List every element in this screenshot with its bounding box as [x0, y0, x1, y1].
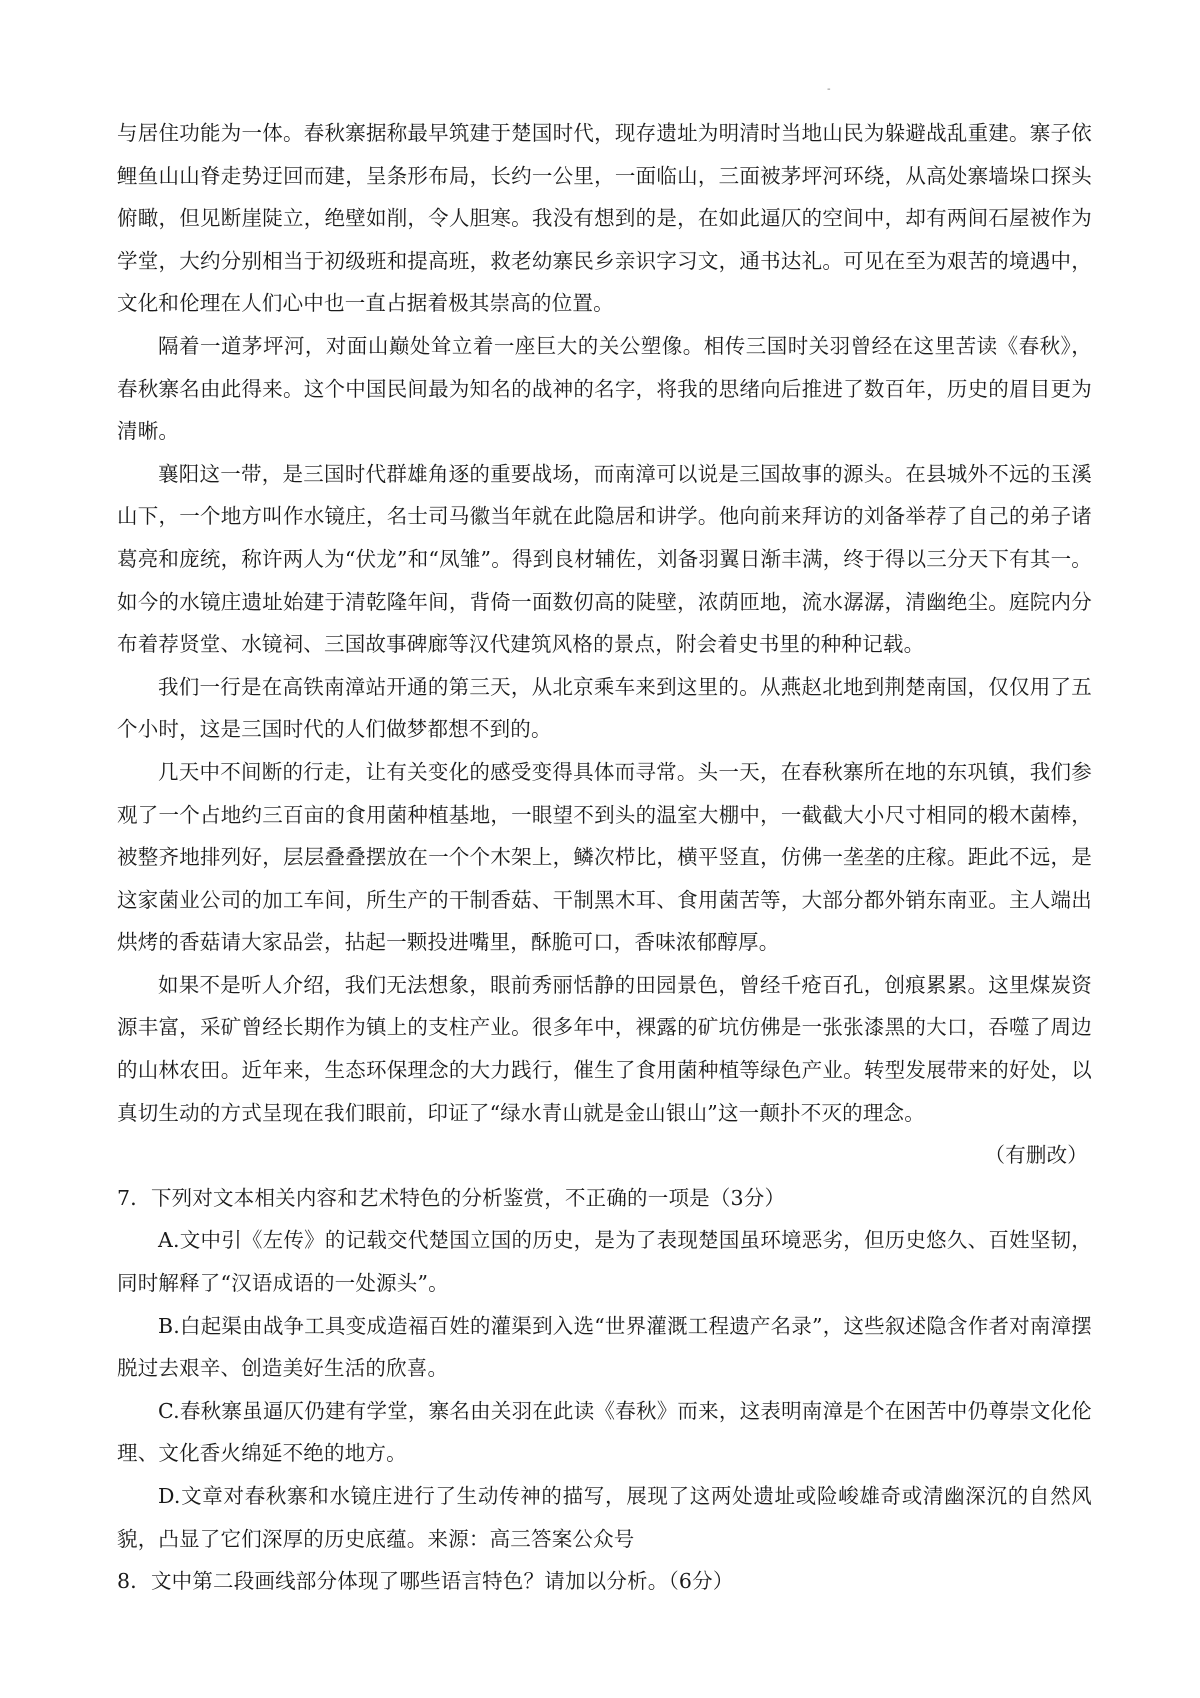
header-mark: - [827, 84, 831, 95]
article-paragraph: 与居住功能为一体。春秋寨据称最早筑建于楚国时代，现存遗址为明清时当地山民为躲避战乱重建。寨子依鲤鱼山山脊走势迂回而建，呈条形布局，长约一公里，一面临山，三面被茅坪河环绕，从高处寨墙垛口探头俯瞰，但见断崖陡立，绝壁如削，令人胆寒。我没有想到的是，在如此逼仄的空间中，却有两间石屋被作为学堂，大约分别相当于初级班和提高班，救老幼寨民乡亲识字习文，通书达礼。可见在至为艰苦的境遇中，文化和伦理在人们心中也一直占据着极其崇高的位置。 [117, 121, 1092, 316]
question-7 [117, 1177, 1092, 1560]
question-8 [117, 1560, 1092, 1603]
article-paragraph: 隔着一道茅坪河，对面山巅处耸立着一座巨大的关公塑像。相传三国时关羽曾经在这里苦读《春秋》，春秋寨名由此得来。这个中国民间最为知名的战神的名字，将我的思绪向后推进了数百年，历史的眉目更为清晰。 [117, 333, 1092, 444]
article-paragraph: 襄阳这一带，是三国时代群雄角逐的重要战场，而南漳可以说是三国故事的源头。在县城外不远的玉溪山下，一个地方叫作水镜庄，名士司马徽当年就在此隐居和讲学。他向前来拜访的刘备举荐了自己的弟子诸葛亮和庞统，称许两人为“伏龙”和“凤雏”。得到良材辅佐，刘备羽翼日渐丰满，终于得以三分天下有其一。如今的水镜庄遗址始建于清乾隆年间，背倚一面数仞高的陡壁，浓荫匝地，流水潺潺，清幽绝尘。庭院内分布着荐贤堂、水镜祠、三国故事碑廊等汉代建筑风格的景点，附会着史书里的种种记载。 [117, 461, 1092, 657]
option-b: B.白起渠由战争工具变成造福百姓的灌渠到入选“世界灌溉工程遗产名录”，这些叙述隐含作者对南漳摆脱过去艰辛、创造美好生活的欣喜。 [117, 1313, 1092, 1381]
option-c: C.春秋寨虽逼仄仍建有学堂，寨名由关羽在此读《春秋》而来，这表明南漳是个在困苦中仍尊崇文化伦理、文化香火绵延不绝的地方。 [117, 1398, 1092, 1466]
question-stem: 8．文中第二段画线部分体现了哪些语言特色？请加以分析。（6分） [117, 1569, 734, 1594]
question-stem: 7．下列对文本相关内容和艺术特色的分析鉴赏，不正确的一项是（3分） [117, 1185, 786, 1210]
option-a: A.文中引《左传》的记载交代楚国立国的历史，是为了表现楚国虽环境恶劣，但历史悠久、百姓坚韧，同时解释了“汉语成语的一处源头”。 [117, 1228, 1092, 1296]
article-paragraph: 几天中不间断的行走，让有关变化的感受变得具体而寻常。头一天，在春秋寨所在地的东巩镇，我们参观了一个占地约三百亩的食用菌种植基地，一眼望不到头的温室大棚中，一截截大小尺寸相同的椴木菌棒，被整齐地排列好，层层叠叠摆放在一个个木架上，鳞次栉比，横平竖直，仿佛一垄垄的庄稼。距此不远，是这家菌业公司的加工车间，所生产的干制香菇、干制黑木耳、食用菌苦等，大部分都外销东南亚。主人端出烘烤的香菇请大家品尝，拈起一颗投进嘴里，酥脆可口，香味浓郁醇厚。 [117, 759, 1092, 955]
document-page [117, 112, 1092, 1603]
article-paragraph: 如果不是听人介绍，我们无法想象，眼前秀丽恬静的田园景色，曾经千疮百孔，创痕累累。这里煤炭资源丰富，采矿曾经长期作为镇上的支柱产业。很多年中，裸露的矿坑仿佛是一张张漆黑的大口，吞噬了周边的山林农田。近年来，生态环保理念的大力践行，催生了食用菌种植等绿色产业。转型发展带来的好处，以真切生动的方式呈现在我们眼前，印证了“绿水青山就是金山银山”这一颠扑不灭的理念。 [117, 972, 1092, 1125]
source-note: （有删改） [984, 1143, 1088, 1168]
option-d: D.文章对春秋寨和水镜庄进行了生动传神的描写，展现了这两处遗址或险峻雄奇或清幽深沉的自然风貌，凸显了它们深厚的历史底蕴。来源：高三答案公众号 [117, 1484, 1092, 1551]
article-paragraph: 我们一行是在高铁南漳站开通的第三天，从北京乘车来到这里的。从燕赵北地到荆楚南国，仅仅用了五个小时，这是三国时代的人们做梦都想不到的。 [117, 674, 1092, 742]
article-body [117, 112, 1092, 1177]
